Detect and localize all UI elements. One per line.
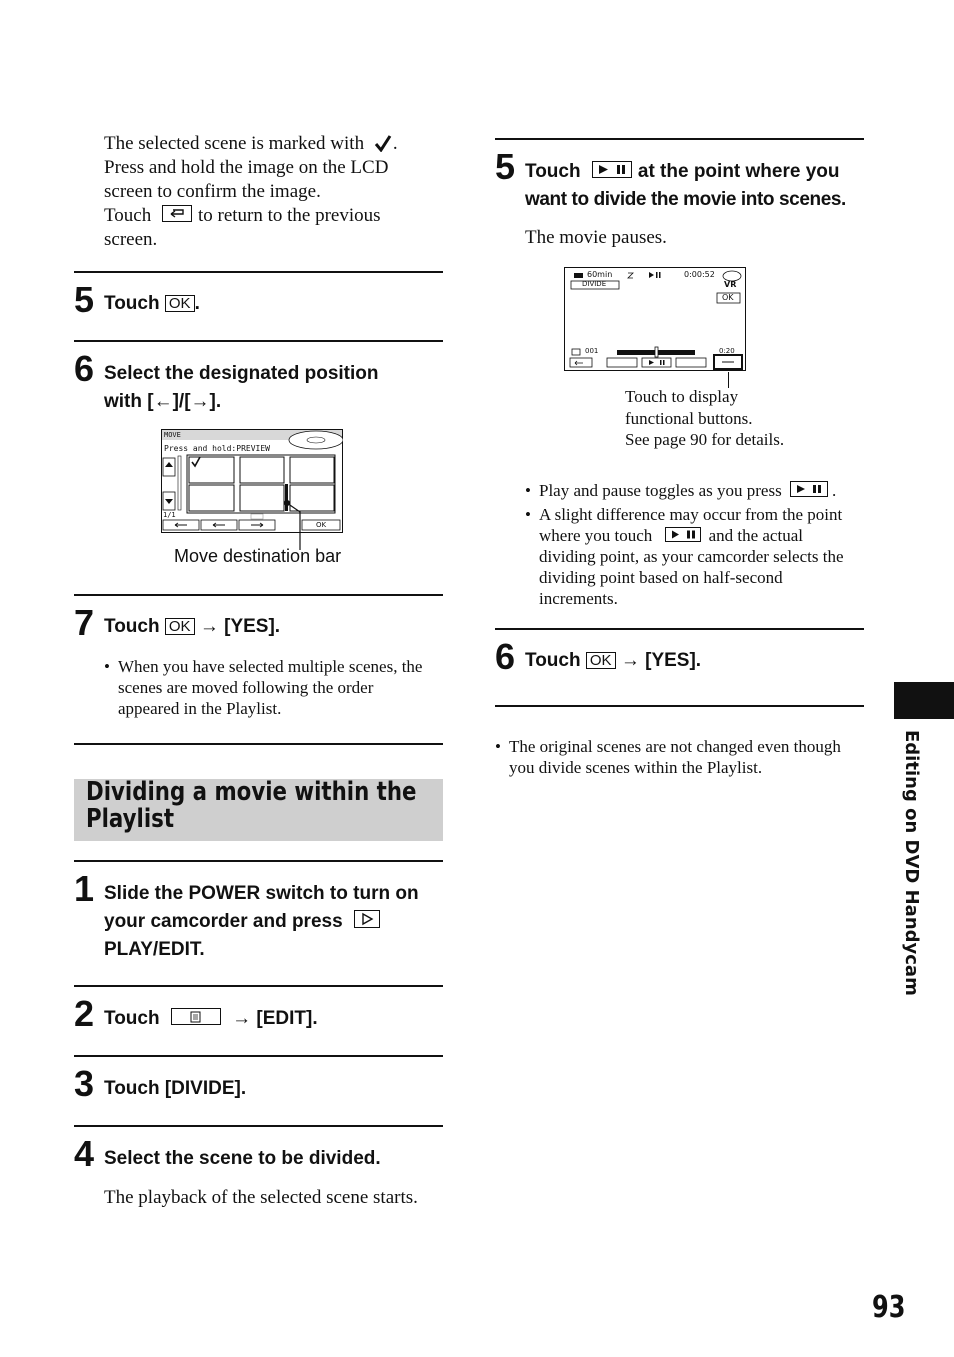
section-title-line-1: Dividing a movie within the bbox=[86, 777, 417, 807]
r-step-5-body: The movie pauses. bbox=[525, 227, 667, 248]
callout-line-3: See page 90 for details. bbox=[625, 430, 785, 449]
move-screen-ok: OK bbox=[316, 521, 327, 529]
rule-l7 bbox=[74, 1055, 443, 1057]
checkmark-icon bbox=[373, 134, 393, 152]
step-6-line-2: with [←]/[→]. bbox=[104, 391, 222, 412]
r-bullet-1-text: Play and pause toggles as you press bbox=[539, 481, 782, 500]
d-step-number-3: 3 bbox=[74, 1063, 95, 1104]
rule-l6 bbox=[74, 985, 443, 987]
d-step-4-body: The playback of the selected scene starts. bbox=[104, 1187, 418, 1208]
rule-l2 bbox=[74, 340, 443, 342]
intro-line-2: Press and hold the image on the LCD bbox=[104, 157, 389, 178]
r-step-number-6: 6 bbox=[495, 636, 516, 677]
page-number: 93 bbox=[872, 1290, 906, 1325]
step-number-6: 6 bbox=[74, 348, 95, 389]
ok-button-ref: OK bbox=[586, 652, 616, 669]
d-step-number-4: 4 bbox=[74, 1133, 95, 1174]
r-step-5-rest: at the point where you bbox=[637, 161, 840, 182]
r-note-line-1: The original scenes are not changed even though bbox=[509, 737, 841, 756]
divide-remaining: 0:20 bbox=[719, 347, 735, 355]
rule-l8 bbox=[74, 1125, 443, 1127]
ok-button-ref: OK bbox=[165, 295, 195, 312]
step-5-label: Touch bbox=[104, 293, 160, 314]
d-step-2-rest: → [EDIT]. bbox=[232, 1008, 318, 1029]
move-destination-caption: Move destination bar bbox=[174, 546, 342, 566]
play-pause-icon bbox=[790, 481, 828, 497]
return-icon bbox=[162, 205, 192, 222]
step-7-bullet-line-2: scenes are moved following the order bbox=[118, 678, 374, 697]
step-7-rest: → [YES]. bbox=[199, 616, 281, 637]
r-bullet-2-line-4: dividing point based on half-second bbox=[539, 568, 783, 587]
chapter-label-text: Editing on DVD Handycam bbox=[901, 730, 922, 996]
r-bullet-1-end: . bbox=[831, 481, 837, 500]
move-screen-figure bbox=[161, 429, 343, 533]
section-title-line-2: Playlist bbox=[86, 804, 175, 834]
r-step-5-text bbox=[525, 158, 870, 214]
divide-scene: 001 bbox=[585, 347, 599, 355]
r-step-6-label: Touch bbox=[525, 650, 581, 671]
d-step-2-label: Touch bbox=[104, 1008, 160, 1029]
intro-line-5: to return to the previous bbox=[197, 205, 381, 226]
ok-button-ref: OK bbox=[165, 618, 195, 635]
d-step-1-line-1: Slide the POWER switch to turn on bbox=[104, 883, 419, 904]
play-pause-icon bbox=[665, 527, 701, 542]
chapter-label bbox=[893, 730, 923, 996]
play-pause-icon bbox=[592, 161, 632, 178]
divide-screen-figure bbox=[564, 267, 747, 372]
divide-battery: 60min bbox=[587, 270, 613, 279]
d-step-3-text: Touch [DIVIDE]. bbox=[104, 1078, 247, 1099]
move-screen-title: MOVE bbox=[164, 431, 181, 439]
rule-l3 bbox=[74, 594, 443, 596]
play-icon bbox=[354, 910, 380, 928]
move-bar-leader bbox=[280, 498, 310, 550]
rule-l4 bbox=[74, 743, 443, 745]
callout-text bbox=[625, 386, 784, 451]
step-7-bullet-line-3: appeared in the Playlist. bbox=[118, 699, 282, 718]
step-7-text bbox=[104, 613, 280, 641]
r-step-6-text bbox=[525, 647, 701, 675]
intro-line-3: screen to confirm the image. bbox=[104, 181, 321, 202]
r-step-5-line-2: want to divide the movie into scenes. bbox=[525, 189, 846, 210]
intro-line-4: Touch bbox=[104, 205, 152, 226]
r-note-line-2: you divide scenes within the Playlist. bbox=[509, 758, 763, 777]
rule-l5 bbox=[74, 860, 443, 862]
step-6-text bbox=[104, 360, 379, 416]
r-bullet-2-line-2b: and the actual bbox=[708, 526, 803, 545]
d-step-1-text bbox=[104, 880, 419, 964]
d-step-2-text bbox=[104, 1005, 318, 1033]
d-step-1-line-3: PLAY/EDIT. bbox=[104, 939, 205, 960]
section-heading bbox=[74, 779, 443, 841]
r-step-5-label: Touch bbox=[525, 161, 581, 182]
d-step-4-text: Select the scene to be divided. bbox=[104, 1148, 381, 1169]
divide-title: DIVIDE bbox=[582, 280, 607, 288]
d-step-number-2: 2 bbox=[74, 993, 95, 1034]
r-bullet-2-line-1: A slight difference may occur from the point bbox=[539, 505, 843, 524]
step-5-text: Touch OK . bbox=[104, 293, 200, 314]
r-bullet-2-line-5: increments. bbox=[539, 589, 618, 608]
rule-r2 bbox=[495, 628, 864, 630]
divide-mode: VR bbox=[724, 280, 737, 289]
rule-r1 bbox=[495, 138, 864, 140]
r-bullet-2-line-3: dividing point, as your camcorder selects the bbox=[539, 547, 844, 566]
intro-line-1: The selected scene is marked with bbox=[104, 133, 365, 154]
move-screen-hint: Press and hold:PREVIEW bbox=[164, 444, 270, 453]
callout-line-2: functional buttons. bbox=[625, 408, 753, 428]
menu-icon bbox=[171, 1008, 221, 1025]
step-number-7: 7 bbox=[74, 602, 95, 643]
intro-text: The selected scene is marked with . Press and hold the image on the LCD screen to confirm the image. Touch to return to the previous screen. bbox=[104, 132, 444, 252]
step-7-label: Touch bbox=[104, 616, 160, 637]
rule-l1 bbox=[74, 271, 443, 273]
divide-time: 0:00:52 bbox=[684, 270, 715, 279]
intro-line-6: screen. bbox=[104, 229, 158, 250]
chapter-tab bbox=[894, 682, 954, 719]
divide-ok: OK bbox=[722, 293, 734, 302]
r-step-number-5: 5 bbox=[495, 146, 516, 187]
r-bullet-2-line-2a: where you touch bbox=[539, 526, 653, 545]
d-step-number-1: 1 bbox=[74, 868, 95, 909]
d-step-1-line-2: your camcorder and press bbox=[104, 911, 343, 932]
step-6-line-1: Select the designated position bbox=[104, 363, 379, 384]
move-screen-page: 1/1 bbox=[163, 511, 176, 519]
r-step-6-rest: → [YES]. bbox=[620, 650, 702, 671]
callout-line-1: Touch to display bbox=[625, 387, 739, 406]
rule-r3 bbox=[495, 705, 864, 707]
step-number-5: 5 bbox=[74, 279, 95, 320]
step-7-bullet-line-1: When you have selected multiple scenes, the bbox=[118, 657, 423, 676]
